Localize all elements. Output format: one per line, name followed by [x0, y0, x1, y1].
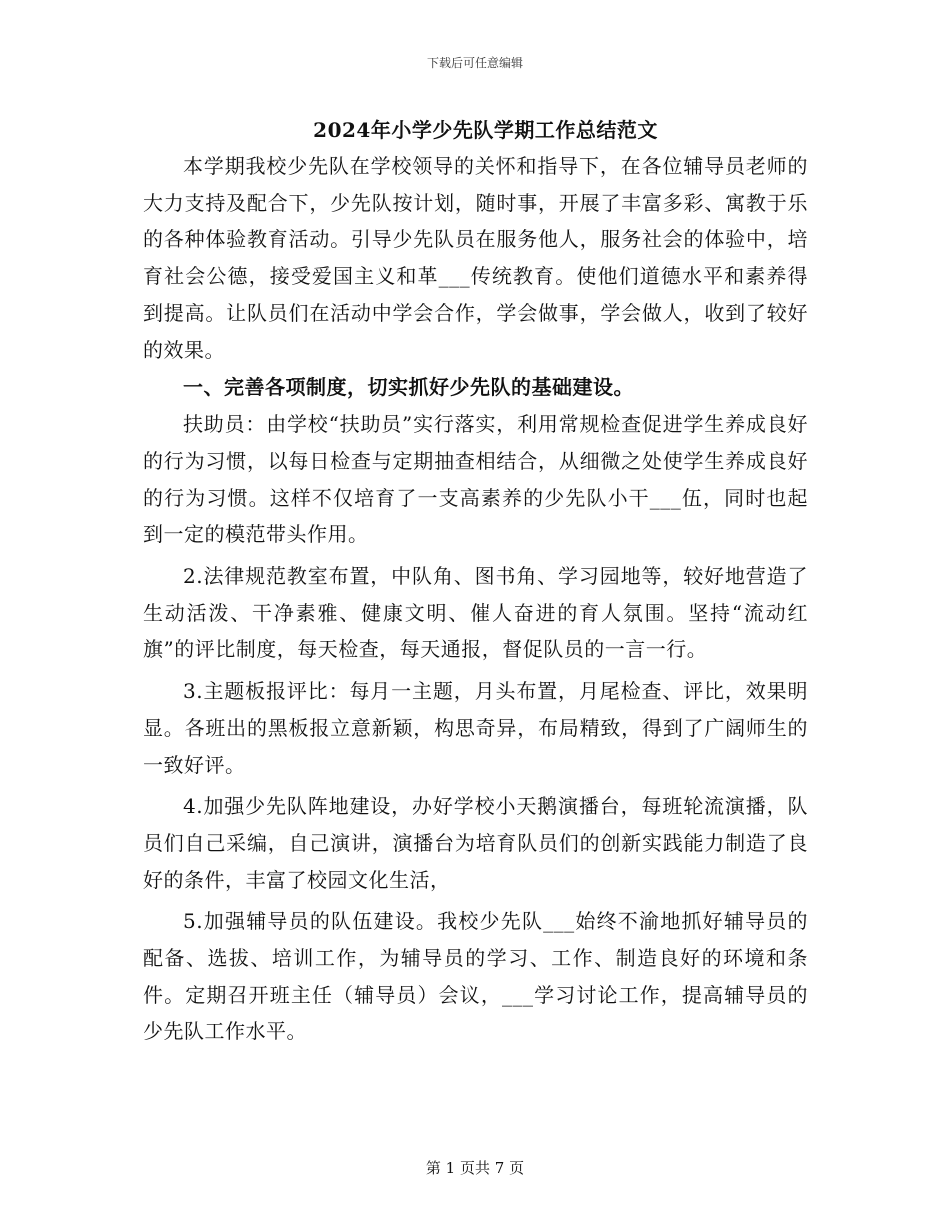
- document-body: [143, 112, 808, 1050]
- intro-paragraph: 本学期我校少先队在学校领导的关怀和指导下，在各位辅导员老师的大力支持及配合下，少先队按计划，随时事，开展了丰富多彩、寓教于乐的各种体验教育活动。引导少先队员在服务他人，服务社会的体验中，培育社会公德，接受爱国主义和革___传统教育。使他们道德水平和素养得到提高。让队员们在活动中学会合作，学会做事，学会做人，收到了较好的效果。: [143, 154, 808, 362]
- section-heading: 一、完善各项制度，切实抓好少先队的基础建设。: [183, 375, 634, 400]
- download-note: 下载后可任意编辑: [426, 56, 523, 70]
- paragraph-item-4: 4.加强少先队阵地建设，办好学校小天鹅演播台，每班轮流演播，队员们自己采编，自己演讲，演播台为培育队员们的创新实践能力制造了良好的条件，丰富了校园文化生活，: [143, 794, 808, 892]
- paragraph-item-2: 2.法律规范教室布置，中队角、图书角、学习园地等，较好地营造了生动活泼、干净素雅、健康文明、催人奋进的育人氛围。坚持“流动红旗”的评比制度，每天检查，每天通报，督促队员的一言一行。: [143, 564, 808, 662]
- paragraph-item-5: 5.加强辅导员的队伍建设。我校少先队___始终不渝地抓好辅导员的配备、选拔、培训工作，为辅导员的学习、工作、制造良好的环境和条件。定期召开班主任（辅导员）会议，___学习讨论工作，提高辅导员的少先队工作水平。: [143, 909, 808, 1044]
- paragraph-helper: 扶助员：由学校“扶助员”实行落实，利用常规检查促进学生养成良好的行为习惯，以每日检查与定期抽查相结合，从细微之处使学生养成良好的行为习惯。这样不仅培育了一支高素养的少先队小干___伍，同时也起到一定的模范带头作用。: [143, 412, 808, 547]
- paragraph-item-3: 3.主题板报评比：每月一主题，月头布置，月尾检查、评比，效果明显。各班出的黑板报立意新颖，构思奇异，布局精致，得到了广阔师生的一致好评。: [143, 679, 808, 777]
- document-title: 2024年小学少先队学期工作总结范文: [313, 118, 658, 142]
- page-number: 第 1 页共 7 页: [425, 1159, 525, 1177]
